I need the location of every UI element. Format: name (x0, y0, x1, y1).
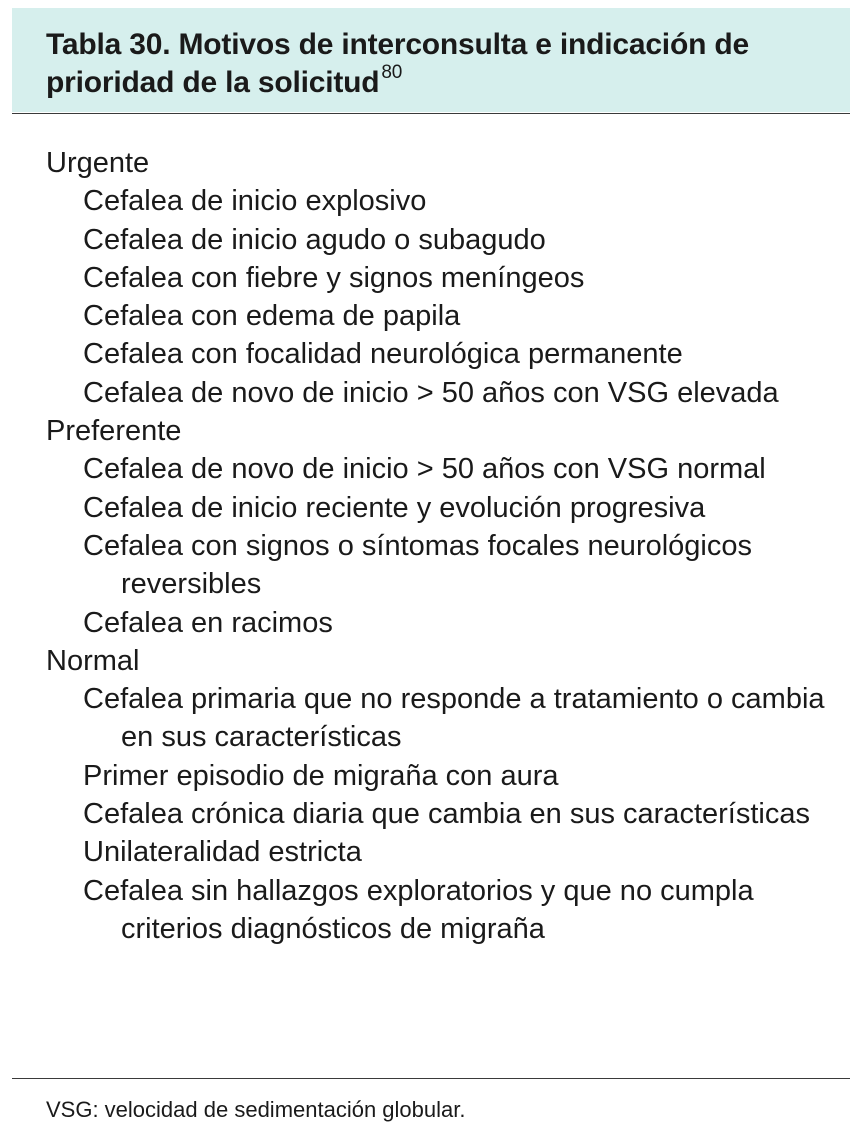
list-item: Cefalea primaria que no responde a tratamiento o cambia en sus características (83, 683, 825, 754)
table-header (12, 8, 850, 112)
table-footnote: VSG: velocidad de sedimentación globular. (46, 1097, 466, 1122)
table-title (46, 26, 850, 106)
category-items (46, 450, 846, 641)
top-rule (12, 113, 850, 114)
list-item: Unilateralidad estricta (83, 836, 362, 869)
category-label: Normal (46, 644, 140, 677)
list-item: Cefalea de inicio explosivo (83, 185, 427, 218)
table-body (46, 144, 846, 948)
list-item: Cefalea de inicio reciente y evolución progresiva (83, 491, 706, 524)
category-urgente (46, 144, 846, 412)
list-item: Cefalea con fiebre y signos meníngeos (83, 261, 585, 294)
bottom-rule (12, 1078, 850, 1079)
category-items (46, 680, 846, 948)
list-item: Cefalea de inicio agudo o subagudo (83, 223, 546, 256)
list-item: Cefalea en racimos (83, 606, 333, 639)
list-item: Cefalea crónica diaria que cambia en sus características (83, 798, 810, 831)
list-item: Primer episodio de migraña con aura (83, 759, 559, 792)
category-label: Urgente (46, 147, 150, 179)
category-normal (46, 642, 846, 948)
category-preferente (46, 412, 846, 642)
title-reference: 80 (381, 62, 403, 83)
list-item: Cefalea con focalidad neurológica permanente (83, 338, 683, 371)
list-item: Cefalea sin hallazgos exploratorios y que no cumpla criterios diagnósticos de migraña (83, 874, 754, 945)
list-item: Cefalea de novo de inicio > 50 años con VSG normal (83, 453, 766, 486)
list-item: Cefalea con signos o síntomas focales neurológicos reversibles (83, 529, 752, 601)
list-item: Cefalea con edema de papila (83, 300, 461, 333)
category-items (46, 182, 846, 412)
category-label: Preferente (46, 415, 182, 448)
table-title-text: Tabla 30. Motivos de interconsulta e indicación de prioridad de la solicitud (46, 28, 749, 99)
list-item: Cefalea de novo de inicio > 50 años con VSG elevada (83, 376, 779, 409)
